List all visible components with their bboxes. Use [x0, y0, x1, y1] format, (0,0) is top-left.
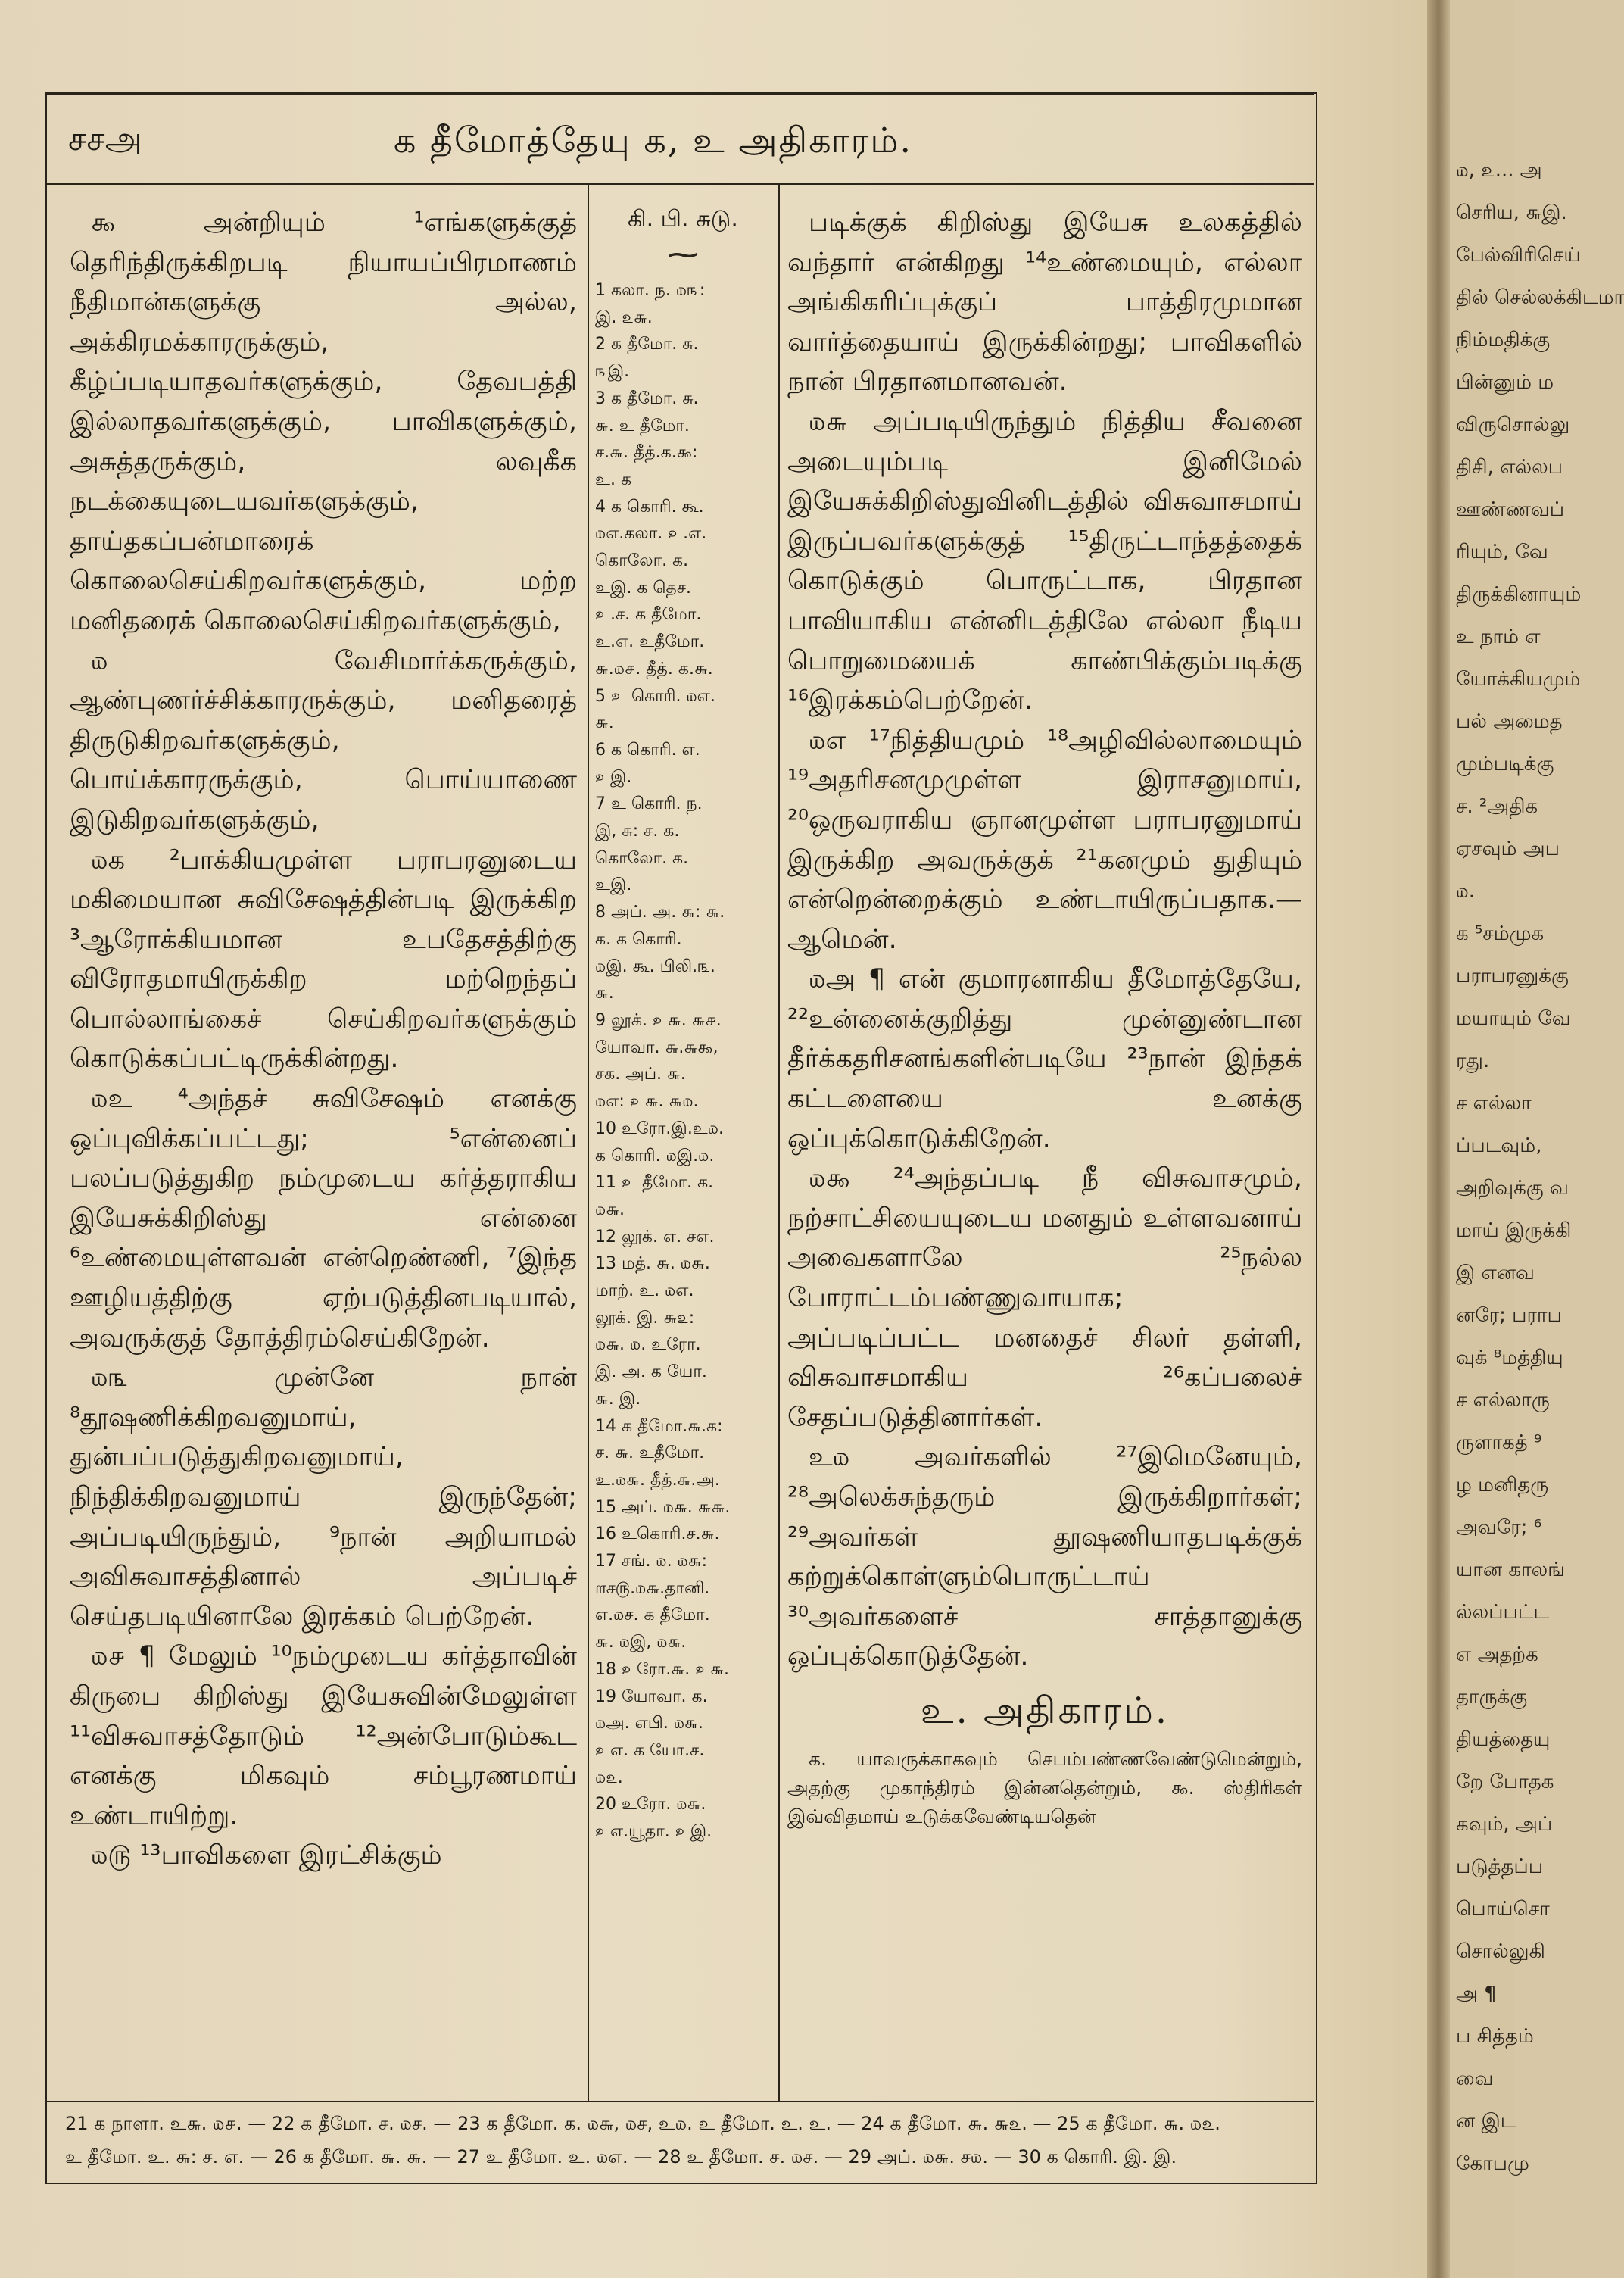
cross-ref-entry: கொலோ. க. — [595, 848, 689, 868]
cross-ref-entry: உஎ. க யோ.ச. — [595, 1740, 705, 1760]
facing-page-fragment: ன இட — [1456, 2110, 1516, 2133]
verse-paragraph: ௰ வேசிமார்க்கருக்கும், ஆண்புணர்ச்சிக்காரருக்கும், மனிதரைத் திருடுகிறவர்களுக்கும், பொய்க்காரருக்கும், பொய்யாணை இடுகிறவர்களுக்கும், — [70, 645, 577, 835]
cross-ref-entry: உ.௰௬. தீத்.௬.அ. — [595, 1470, 720, 1490]
cross-ref-heading: கி. பி. சுடு. — [628, 206, 738, 232]
cross-ref-entry: ௰எ: உ௬. ௬௰. — [595, 1092, 699, 1112]
cross-ref-entry: ௬.௰௪. தீத். க.௬. — [595, 659, 713, 679]
facing-page-fragment: ஊண்ணவப் — [1456, 498, 1565, 521]
cross-ref-entry: உஎ.யூதா. உஇ. — [595, 1822, 712, 1842]
left-text-column — [70, 203, 577, 2100]
facing-page-fragment: தாருக்கு — [1456, 1686, 1528, 1708]
facing-page-fragment: பராபரனுக்கு — [1456, 965, 1569, 988]
facing-page-fragment: ப்படவும், — [1456, 1134, 1542, 1157]
cross-ref-entry: ௰௬. ௰. உரோ. — [595, 1335, 701, 1355]
cross-ref-entry: ௩இ. — [595, 362, 630, 382]
facing-page-fragment: யோக்கியமும் — [1456, 668, 1581, 691]
right-verses — [787, 203, 1302, 1677]
cross-ref-entry: இ. அ. க யோ. — [595, 1362, 707, 1382]
cross-ref-entry: ௱ச௫.௰௬.தானி. — [595, 1578, 710, 1598]
facing-page-fragment: றே போதக — [1456, 1771, 1554, 1793]
facing-page-fragment: திசி, எல்லப — [1456, 456, 1563, 479]
cross-ref-entry: ௬. — [595, 713, 614, 733]
cross-ref-entry: ச.௬. தீத்.க.௯: — [595, 443, 698, 463]
cross-ref-entry: உஇ. — [595, 875, 632, 895]
verse-paragraph: ௰அ ¶ என் குமாரனாகிய தீமோத்தேயே, ²²உன்னைக்குறித்து முன்னுண்டான தீர்க்கதரிசனங்களின்படியே ²³நான் இந்தக் கட்டளையை உனக்கு ஒப்புக்கொடுக்கிறேன். — [787, 964, 1302, 1154]
facing-page-fragment: க ⁵சம்முக — [1456, 922, 1545, 945]
facing-page-fragment: பல் அமைத — [1456, 710, 1563, 733]
cross-ref-entry: 8 அப். அ. ௬: ௬. — [595, 903, 725, 922]
facing-page-fragment: வை — [1456, 2067, 1494, 2090]
chapter-heading: உ. அதிகாரம். — [920, 1689, 1170, 1732]
facing-page-fragment: ச. ²அதிக — [1456, 795, 1538, 818]
cross-ref-entry: உஇ. க தெச. — [595, 578, 692, 598]
ornament-flourish-icon: ⁓ — [667, 236, 699, 273]
cross-ref-entry: எ.௰ச. க தீமோ. — [595, 1606, 710, 1625]
cross-ref-entry: ௰எ.கலா. உ.எ. — [595, 524, 707, 544]
facing-page-fragment: யான காலங் — [1456, 1559, 1565, 1581]
cross-ref-entry: 12 லூக். எ. சஎ. — [595, 1227, 715, 1247]
verse-paragraph: ௯ அன்றியும் ¹எங்களுக்குத் தெரிந்திருக்கிறபடி நியாயப்பிரமாணம் நீதிமான்களுக்கு அல்ல, அக்கிரமக்காரருக்கும், கீழ்ப்படியாதவர்களுக்கும், தேவபத்தி இல்லாதவர்களுக்கும், பாவிகளுக்கும், அசுத்தருக்கும், லவுகீக நடக்கையுடையவர்களுக்கும், தாய்தகப்பன்மாரைக் கொலைசெய்கிறவர்களுக்கும், மற்ற மனிதரைக் கொலைசெய்கிறவர்களுக்கும், — [70, 208, 577, 636]
facing-page-fragment: பின்னும் ம — [1456, 371, 1554, 394]
facing-page-fragment: அ ¶ — [1456, 1983, 1497, 2005]
facing-page-fragment: னரே; பராப — [1456, 1304, 1562, 1327]
facing-page-fragment: ஏசவும் அப — [1456, 838, 1560, 860]
facing-page-fragment: ழ மனிதரு — [1456, 1474, 1549, 1496]
cross-ref-entry: க. க கொரி. — [595, 929, 682, 949]
cross-ref-entry: சக. அப். ௬. — [595, 1065, 686, 1084]
cross-ref-entry: இ, சு: ச. க. — [595, 822, 680, 841]
facing-page-edge — [1450, 0, 1624, 2278]
book-gutter — [1427, 0, 1450, 2278]
verse-paragraph: ௰௬ அப்படியிருந்தும் நித்திய சீவனை அடையும்படி இனிமேல் இயேசுக்கிறிஸ்துவினிடத்தில் விசுவாசமாய் இருப்பவர்களுக்குத் ¹⁵திருட்டாந்தத்தைக் கொடுக்கும் பொருட்டாக, பிரதான பாவியாகிய என்னிடத்திலே எல்லா நீடிய பொறுமையைக் காண்பிக்கும்படிக்கு ¹⁶இரக்கம்பெற்றேன். — [787, 406, 1302, 716]
cross-ref-entry: 14 க தீமோ.௬.க: — [595, 1416, 723, 1436]
cross-ref-entry: ௰௬. — [595, 1200, 625, 1219]
facing-page-fragment: பொய்சொ — [1456, 1898, 1550, 1921]
cross-ref-list — [595, 277, 771, 1846]
facing-page-fragment: ச எல்லாரு — [1456, 1389, 1550, 1412]
cross-ref-entry: 6 க கொரி. எ. — [595, 740, 700, 760]
verse-paragraph: ௰உ ⁴அந்தச் சுவிசேஷம் எனக்கு ஒப்புவிக்கப்பட்டது; ⁵என்னைப் பலப்படுத்துகிற நம்முடைய கர்த்தராகிய இயேசுக்கிறிஸ்து என்னை ⁶உண்மையுள்ளவன் என்றெண்ணி, ⁷இந்த ஊழியத்திற்கு ஏற்படுத்தினபடியால், அவருக்குத் தோத்திரம்செய்கிறேன். — [70, 1084, 577, 1353]
cross-ref-entry: ௬. — [595, 984, 614, 1003]
facing-page-fragment: எ அதற்க — [1456, 1643, 1538, 1666]
cross-ref-entry: 19 யோவா. க. — [595, 1687, 708, 1706]
cross-ref-entry: 16 உகொரி.ச.௬. — [595, 1524, 720, 1544]
facing-page-fragment: ௰. — [1456, 880, 1476, 903]
cross-ref-entry: 13 மத். ௬. ௰௬. — [595, 1254, 710, 1274]
facing-page-fragment: இ எனவ — [1456, 1262, 1535, 1284]
cross-ref-entry: 9 லூக். உ௬. ௬௪. — [595, 1010, 722, 1030]
facing-page-fragment: ரியும், வே — [1456, 541, 1548, 563]
cross-ref-entry: 11 உ தீமோ. க. — [595, 1173, 714, 1193]
column-divider-left — [588, 183, 589, 2101]
facing-page-fragment: சொல்லுகி — [1456, 1940, 1545, 1963]
footnote-line: 21 க நாளா. உ௬. ௰௪. — 22 க தீமோ. ச. ௰ச. — 23 க தீமோ. க. ௰௬, ௰ச, உ௰. உ தீமோ. உ. உ. — 24 க தீமோ. ௬. ௬௨. — 25 க தீமோ. ௬. ௰௨. — [65, 2113, 1220, 2134]
verse-paragraph: ௰எ ¹⁷நித்தியமும் ¹⁸அழிவில்லாமையும் ¹⁹அதரிசனமுமுள்ள இராசனுமாய், ²⁰ஒருவராகிய ஞானமுள்ள பராபரனுமாய் இருக்கிற அவருக்குக் ²¹கனமும் துதியும் என்றென்றைக்கும் உண்டாயிருப்பதாக.—ஆமென். — [787, 725, 1302, 955]
facing-page-fragment: படுத்தப்ப — [1456, 1855, 1544, 1878]
facing-page-fragment: வுக் ⁸மத்தியு — [1456, 1347, 1563, 1369]
facing-page-fragment: தில் செல்லக்கிடமா — [1456, 286, 1624, 309]
top-rule — [45, 92, 1314, 95]
cross-ref-entry: 2 க தீமோ. சு. — [595, 335, 699, 354]
facing-page-fragment: மாய் இருக்கி — [1456, 1219, 1572, 1242]
cross-ref-entry: உ.ச. க தீமோ. — [595, 605, 702, 625]
facing-page-fragment: கவும், அப் — [1456, 1813, 1553, 1836]
cross-ref-entry: உ. க — [595, 470, 632, 489]
facing-page-fragment: ரது. — [1456, 1050, 1490, 1072]
cross-ref-entry: 10 உரோ.இ.உ௰. — [595, 1119, 724, 1138]
right-text-column — [787, 203, 1302, 2100]
facing-page-fragment: திருக்கினாயும் — [1456, 583, 1582, 606]
cross-ref-entry: 5 உ கொரி. ௰எ. — [595, 686, 715, 706]
cross-ref-entry: 15 அப். ௰௬. ௬௬. — [595, 1497, 731, 1517]
verse-paragraph: ௰க ²பாக்கியமுள்ள பராபரனுடைய மகிமையான சுவிசேஷத்தின்படி இருக்கிற ³ஆரோக்கியமான உபதேசத்திற்கு விரோதமாயிருக்கிற மற்றெந்தப் பொல்லாங்கைச் செய்கிறவர்களுக்கும் கொடுக்கப்பட்டிருக்கின்றது. — [70, 844, 577, 1075]
facing-page-fragment: அறிவுக்கு வ — [1456, 1177, 1569, 1200]
facing-page-fragment: ல்லப்பட்ட — [1456, 1601, 1550, 1624]
cross-ref-entry: உஇ. — [595, 767, 632, 787]
facing-page-fragment: ப சித்தம் — [1456, 2025, 1534, 2048]
facing-page-fragment: உ நாம் எ — [1456, 626, 1541, 648]
cross-ref-entry: ௬. இ. — [595, 1389, 641, 1409]
cross-ref-entry: யோவா. ௬.௬௯, — [595, 1038, 718, 1057]
footnotes — [65, 2107, 1307, 2173]
verse-paragraph: ௰௪ ¶ மேலும் ¹⁰நம்முடைய கர்த்தாவின் கிருபை கிறிஸ்து இயேசுவின்மேலுள்ள ¹¹விசுவாசத்தோடும் ¹²அன்போடும்கூட எனக்கு மிகவும் சம்பூரணமாய் உண்டாயிற்று. — [70, 1641, 577, 1831]
facing-page-fragment: மயாயும் வே — [1456, 1007, 1571, 1030]
footnote-line: உ தீமோ. உ. ௬: ச. எ. — 26 க தீமோ. ௬. ௬. — 27 உ தீமோ. உ. ௰எ. — 28 உ தீமோ. ச. ௰ச. — 29 அப். ௰௬. ச௰. — 30 க கொரி. இ. இ. — [65, 2146, 1177, 2167]
facing-page-fragment: ருளாகத் ⁹ — [1456, 1431, 1542, 1454]
cross-reference-column — [595, 203, 771, 2100]
cross-ref-entry: க கொரி. ௰இ.௰. — [595, 1146, 715, 1166]
cross-ref-entry: 4 க கொரி. கூ. — [595, 497, 704, 516]
header-rule — [45, 183, 1314, 185]
verse-paragraph: படிக்குக் கிறிஸ்து இயேசு உலகத்தில் வந்தார் என்கிறது ¹⁴உண்மையும், எல்லா அங்கிகரிப்புக்குப் பாத்திரமுமான வார்த்தையாய் இருக்கின்றது; பாவிகளில் நான் பிரதானமானவன். — [787, 208, 1302, 398]
facing-page-fragment: தியத்தையு — [1456, 1728, 1551, 1751]
cross-ref-entry: 18 உரோ.௬. உ௬. — [595, 1659, 729, 1679]
cross-ref-entry: 17 சங். ௰. ௰௬: — [595, 1552, 708, 1571]
verse-paragraph: ௰௩ முன்னே நான் ⁸தூஷணிக்கிறவனுமாய், துன்பப்படுத்துகிறவனுமாய், நிந்திக்கிறவனுமாய் இருந்தேன்; அப்படியிருந்தும், ⁹நான் அறியாமல் அவிசுவாசத்தினால் அப்படிச் செய்தபடியினாலே இரக்கம் பெற்றேன். — [70, 1362, 577, 1632]
footnote-rule — [45, 2101, 1314, 2102]
cross-ref-entry: 20 உரோ. ௰௬. — [595, 1795, 706, 1815]
cross-ref-entry: இ. ௨௬. — [595, 307, 653, 327]
cross-ref-entry: கொலோ. க. — [595, 551, 689, 571]
cross-ref-entry: ச. ௬. உதீமோ. — [595, 1443, 705, 1463]
verse-paragraph: ௰௫ ¹³பாவிகளை இரட்சிக்கும் — [91, 1840, 442, 1871]
facing-page-fragment: ச எல்லா — [1456, 1092, 1532, 1115]
cross-ref-entry: 3 க தீமோ. சு. — [595, 389, 699, 408]
cross-ref-entry: ௬. உ தீமோ. — [595, 416, 690, 435]
cross-ref-entry: 1 கலா. ந. ௰௩: — [595, 281, 706, 300]
facing-page-fragment: கோபமு — [1456, 2152, 1529, 2175]
running-title: க தீமோத்தேயு க, உ அதிகாரம். — [394, 120, 913, 161]
column-divider-right — [778, 183, 780, 2101]
cross-ref-entry: ௰௨. — [595, 1768, 623, 1787]
cross-ref-entry: ௰இ. கூ. பிலி.௩. — [595, 956, 715, 976]
verse-paragraph: ௰௯ ²⁴அந்தப்படி நீ விசுவாசமும், நற்சாட்சியையுடைய மனதும் உள்ளவனாய் அவைகளாலே ²⁵நல்ல போராட்டம்பண்ணுவாயாக; அப்படிப்பட்ட மனதைச் சிலர் தள்ளி, விசுவாசமாகிய ²⁶கப்பலைச் சேதப்படுத்தினார்கள். — [787, 1163, 1302, 1433]
facing-page-fragment: ௰, ௨... அ — [1456, 159, 1542, 182]
page-number: சசஅ — [68, 120, 142, 158]
facing-page-fragment: மும்படிக்கு — [1456, 753, 1554, 775]
facing-page-fragment: நிம்மதிக்கு — [1456, 329, 1551, 351]
facing-page-fragment: அவரே; ⁶ — [1456, 1516, 1542, 1539]
cross-ref-entry: ௰அ. எபி. ௰௬. — [595, 1714, 703, 1733]
cross-ref-entry: ௬. ௰இ, ௰௬. — [595, 1633, 687, 1652]
facing-page-fragment: பேல்விரிசெய் — [1456, 244, 1581, 267]
verse-paragraph: உ௰ அவர்களில் ²⁷இமெனேயும், ²⁸அலெக்சுந்தரும் இருக்கிறார்கள்; ²⁹அவர்கள் தூஷணியாதபடிக்குக் கற்றுக்கொள்ளும்பொருட்டாய் ³⁰அவர்களைச் சாத்தானுக்கு ஒப்புக்கொடுத்தேன். — [787, 1442, 1302, 1672]
facing-page-fragment: செரிய, ௬இ. — [1456, 201, 1567, 224]
facing-page-fragment: விருசொல்லு — [1456, 413, 1570, 436]
cross-ref-entry: லூக். இ. ௬௨: — [595, 1308, 695, 1328]
chapter-summary: க. யாவருக்காகவும் செபம்பண்ணவேண்டுமென்றும், அதற்கு முகாந்திரம் இன்னதென்றும், ௯. ஸ்திரிகள் இவ்விதமாய் உடுக்கவேண்டியதென் — [787, 1747, 1302, 1827]
cross-ref-entry: மாற். உ. ௰எ. — [595, 1281, 694, 1301]
cross-ref-entry: உ.எ. உதீமோ. — [595, 632, 705, 652]
cross-ref-entry: 7 உ கொரி. ந. — [595, 794, 703, 814]
